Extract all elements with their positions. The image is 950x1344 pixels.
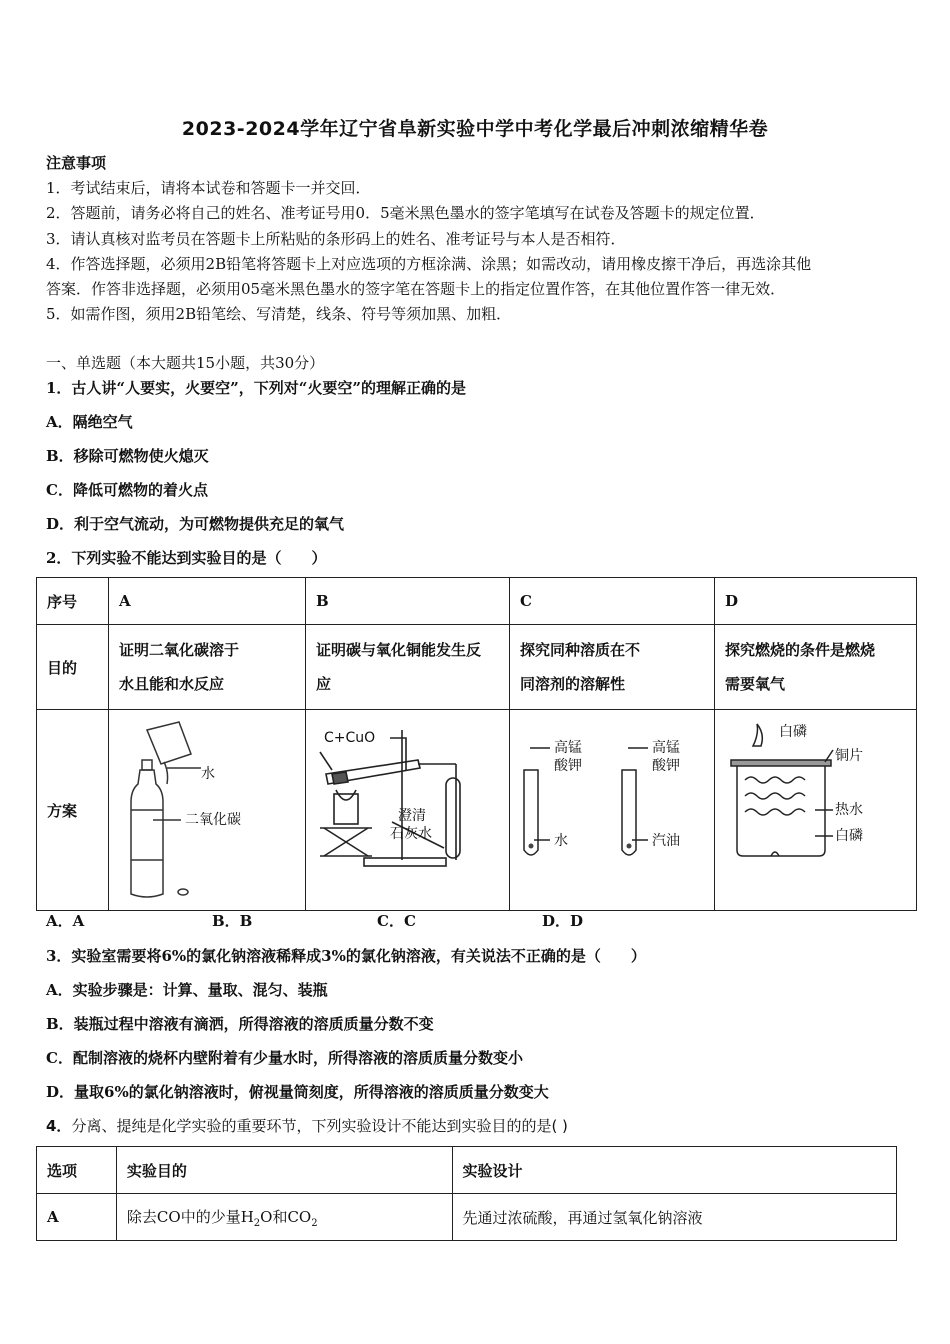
q2-purpose-row <box>37 625 917 710</box>
q1-option-a: A．隔绝空气 <box>46 413 133 431</box>
q4-number: 4． <box>46 1117 72 1135</box>
q1-option-b: B．移除可燃物使火熄灭 <box>46 447 209 465</box>
q4-header-cell: 实验目的 <box>116 1147 452 1194</box>
q4-row-a <box>37 1194 897 1241</box>
q2-header-cell: C <box>510 578 715 625</box>
test-tube-icon <box>524 770 538 855</box>
text-line: 证明二氧化碳溶于 <box>119 641 240 659</box>
q4-stem-line <box>46 1115 568 1136</box>
limewater-tube-icon <box>446 778 460 858</box>
label-copper: 铜片 <box>835 748 863 764</box>
q2-header-cell: B <box>306 578 510 625</box>
bottle-cap-icon <box>142 760 152 770</box>
notice-item: 3．请认真核对监考员在答题卡上所粘贴的条形码上的姓名、准考证号与本人是否相符． <box>46 230 626 248</box>
q4-purpose <box>116 1194 452 1241</box>
lab-jack-icon <box>324 828 368 856</box>
label-water: 水 <box>554 833 568 849</box>
q2-purpose-a <box>109 625 306 710</box>
label-co2: 二氧化碳 <box>185 812 241 828</box>
q2-purpose-d <box>715 625 917 710</box>
q2-table <box>36 577 917 911</box>
q2-header-cell: D <box>715 578 917 625</box>
q4-header-cell: 选项 <box>37 1147 117 1194</box>
q3-option-b: B．装瓶过程中溶液有滴洒，所得溶液的溶质质量分数不变 <box>46 1015 434 1033</box>
text-line: 探究燃烧的条件是燃烧 <box>725 641 876 659</box>
label-limewater: 石灰水 <box>390 826 432 842</box>
flame-icon <box>336 790 356 800</box>
label-kmno4: 酸钾 <box>554 758 582 774</box>
alcohol-lamp-icon <box>334 794 358 824</box>
q2-plan-label: 方案 <box>37 710 109 911</box>
exam-title: 2023-2024学年辽宁省阜新实验中学中考化学最后冲刺浓缩精华卷 <box>181 118 769 140</box>
label-limewater: 澄清 <box>398 808 426 824</box>
cap-icon <box>178 889 188 895</box>
q3-option-a: A．实验步骤是：计算、量取、混匀、装瓶 <box>46 981 328 999</box>
label-hot-water: 热水 <box>835 802 863 818</box>
q2-plan-b <box>306 710 510 911</box>
q2-plan-c <box>510 710 715 911</box>
label-kmno4: 酸钾 <box>652 758 680 774</box>
co2-bottle-figure <box>109 710 305 906</box>
subscript: 2 <box>311 1217 318 1229</box>
solubility-tubes-figure <box>510 710 714 906</box>
copper-sheet-icon <box>731 760 831 766</box>
text-line: 证明碳与氧化铜能发生反 <box>316 641 482 659</box>
q4-table <box>36 1146 897 1241</box>
text-line: 水且能和水反应 <box>119 675 225 693</box>
test-tube-icon <box>622 770 636 855</box>
q2-purpose-label: 目的 <box>37 625 109 710</box>
label-reactants: C+CuO <box>324 730 376 746</box>
q4-header-row <box>37 1147 897 1194</box>
notice-item: 5．如需作图，须用2B铅笔绘、写清楚，线条、符号等须加黑、加粗． <box>46 305 512 323</box>
flame-icon <box>753 724 762 746</box>
notice-item: 答案．作答非选择题，必须用05毫米黑色墨水的签字笔在答题卡上的指定位置作答，在其他位置作答一律无效． <box>46 280 786 298</box>
label-white-phosphorus: 白磷 <box>779 724 807 740</box>
q2-purpose-b <box>306 625 510 710</box>
c-cuo-apparatus-figure <box>306 710 509 906</box>
text-line: 应 <box>316 675 332 693</box>
purpose-text: O和CO <box>260 1207 312 1226</box>
q2-header-row <box>37 578 917 625</box>
purpose-text: 除去CO中的少量H <box>126 1207 254 1226</box>
plastic-bottle-icon <box>131 770 163 897</box>
section-heading: 一、单选题（本大题共15小题，共30分） <box>46 354 325 372</box>
beaker-icon <box>147 722 191 764</box>
label-gasoline: 汽油 <box>652 833 680 849</box>
q2-answer-a: A．A <box>46 912 85 930</box>
text-line: 需要氧气 <box>725 675 786 693</box>
q2-plan-d <box>715 710 917 911</box>
q3-option-c: C．配制溶液的烧杯内壁附着有少量水时，所得溶液的溶质质量分数变小 <box>46 1049 523 1067</box>
text-line: 探究同种溶质在不 <box>520 641 641 659</box>
label-white-phosphorus: 白磷 <box>835 828 863 844</box>
q2-plan-row <box>37 710 917 911</box>
label-kmno4: 高锰 <box>652 740 680 756</box>
q4-header-cell: 实验设计 <box>452 1147 896 1194</box>
q4-stem: 分离、提纯是化学实验的重要环节，下列实验设计不能达到实验目的的是( ) <box>71 1117 568 1135</box>
q1-option-c: C．降低可燃物的着火点 <box>46 481 208 499</box>
q3-stem: 3．实验室需要将6%的氯化钠溶液稀释成3%的氯化钠溶液，有关说法不正确的是（ ） <box>46 947 646 965</box>
q1-option-d: D．利于空气流动，为可燃物提供充足的氧气 <box>46 515 345 533</box>
text-line: 同溶剂的溶解性 <box>520 675 626 693</box>
q2-answer-c: C．C <box>377 912 416 930</box>
q1-stem: 1．古人讲“人要实，火要空”，下列对“火要空”的理解正确的是 <box>46 379 466 397</box>
label-water: 水 <box>201 766 215 782</box>
q2-stem: 2．下列实验不能达到实验目的是（ ） <box>46 549 327 567</box>
q3-option-d: D．量取6%的氯化钠溶液时，俯视量筒刻度，所得溶液的溶质质量分数变大 <box>46 1083 549 1101</box>
combustion-beaker-figure <box>715 710 916 906</box>
q2-header-cell: 序号 <box>37 578 109 625</box>
q2-answer-b: B．B <box>212 912 253 930</box>
q2-header-cell: A <box>109 578 306 625</box>
q2-purpose-c <box>510 625 715 710</box>
water-stream-icon <box>164 762 168 784</box>
q4-option: A <box>37 1194 117 1241</box>
q4-design: 先通过浓硫酸，再通过氢氧化钠溶液 <box>452 1194 896 1241</box>
label-kmno4: 高锰 <box>554 740 582 756</box>
subscript: 2 <box>253 1217 261 1229</box>
q2-answer-d: D．D <box>542 912 584 930</box>
notice-heading: 注意事项 <box>46 154 107 172</box>
notice-item: 4．作答选择题，必须用2B铅笔将答题卡上对应选项的方框涂满、涂黑；如需改动，请用橡皮擦干净后，再选涂其他 <box>46 255 812 273</box>
q2-plan-a <box>109 710 306 911</box>
notice-item: 2．答题前，请务必将自己的姓名、准考证号用0．5毫米黑色墨水的签字笔填写在试卷及答题卡的规定位置． <box>46 204 765 222</box>
notice-item: 1．考试结束后，请将本试卷和答题卡一并交回． <box>46 179 371 197</box>
